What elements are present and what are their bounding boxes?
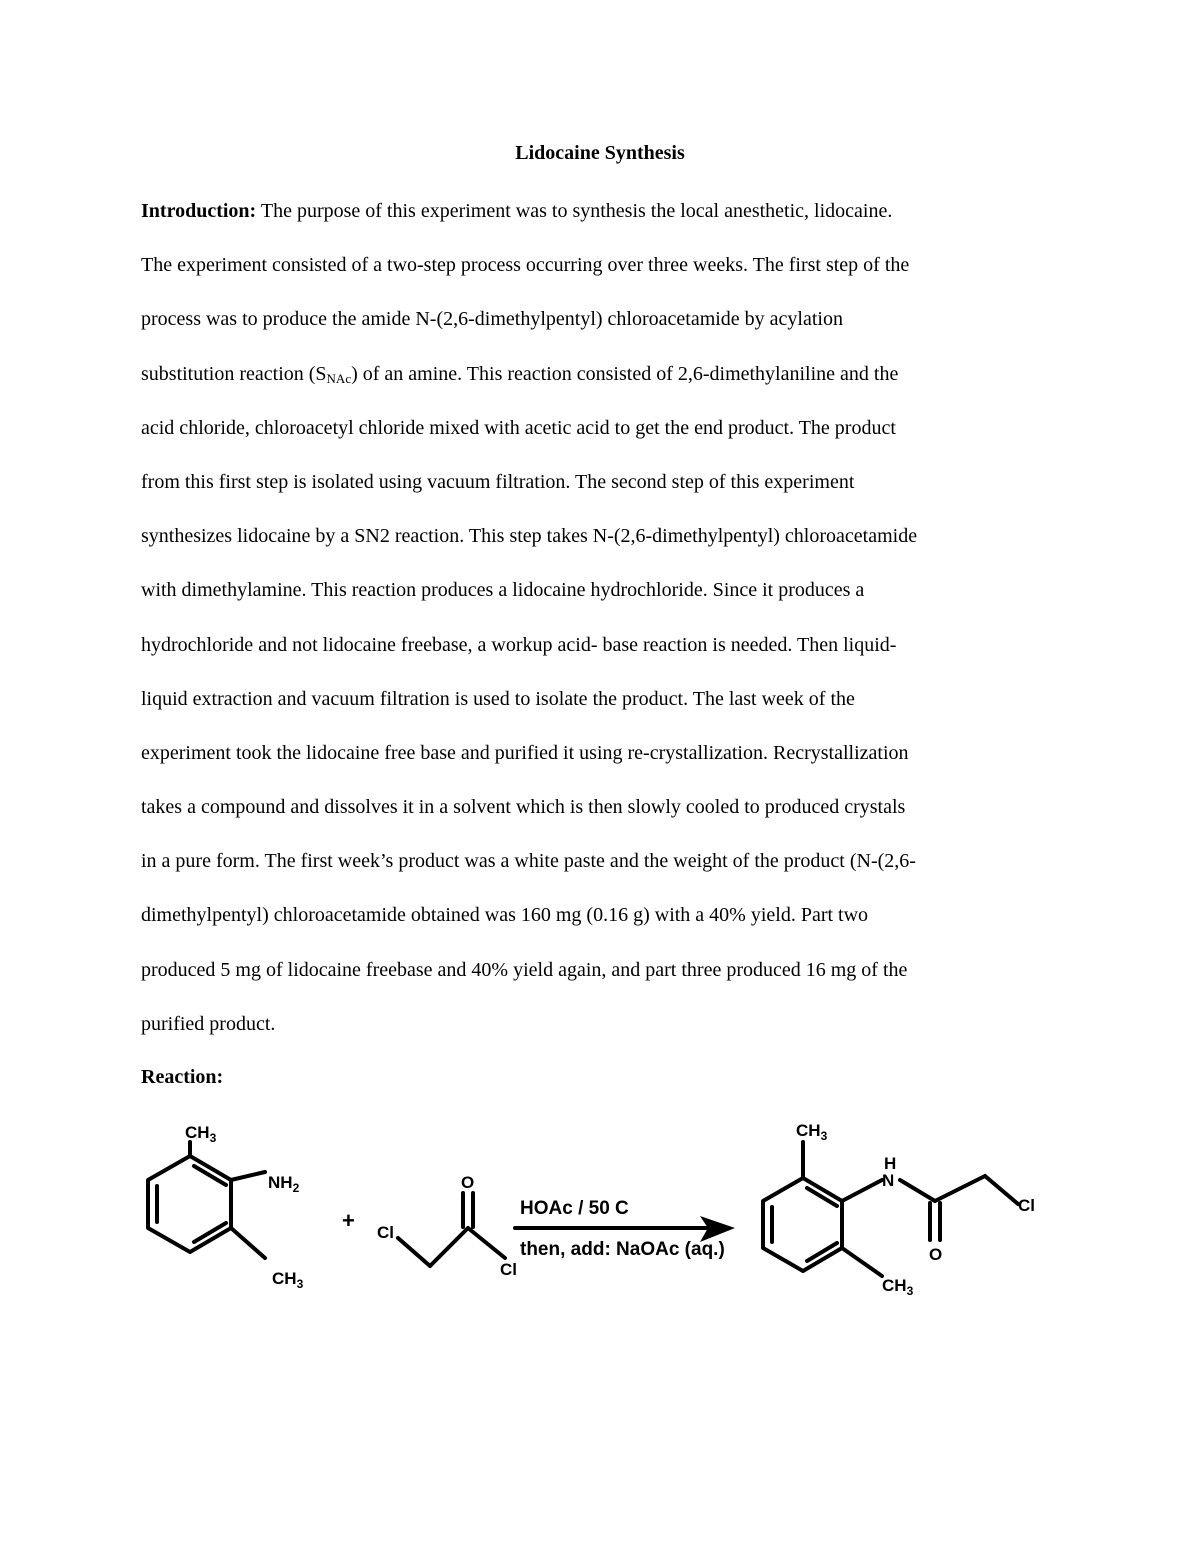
paragraph-line: produced 5 mg of lidocaine freebase and 40% yield again, and part three produced 16 mg of the bbox=[141, 958, 908, 981]
ch3-label: $CH_3$ bbox=[796, 1121, 828, 1143]
chlorine-label: Cl bbox=[1018, 1196, 1035, 1215]
line-text: substitution reaction (S bbox=[141, 362, 327, 385]
ch3-label: $CH_3$ bbox=[185, 1123, 217, 1145]
conditions-top: HOAc / 50 C bbox=[520, 1198, 629, 1219]
paragraph-line: in a pure form. The first week’s product was a white paste and the weight of the product (N-(2,6- bbox=[141, 850, 916, 873]
subscript-text: NAc bbox=[326, 370, 352, 386]
aniline-structure bbox=[148, 1142, 265, 1258]
plus-sign: + bbox=[342, 1208, 355, 1233]
paragraph-line: experiment took the lidocaine free base and purified it using re-crystallization. Recrystallization bbox=[141, 741, 909, 764]
conditions-bottom: then, add: NaOAc (aq.) bbox=[520, 1239, 725, 1260]
ch3-label: $CH_3$ bbox=[272, 1269, 304, 1291]
paragraph-line bbox=[141, 357, 1081, 411]
reaction-scheme bbox=[130, 1108, 1070, 1308]
paragraph-line: The experiment consisted of a two-step process occurring over three weeks. The first step of the bbox=[141, 254, 910, 277]
benzene-ring bbox=[763, 1178, 842, 1271]
paragraph-line: process was to produce the amide N-(2,6-dimethylpentyl) chloroacetamide by acylation bbox=[141, 308, 843, 331]
paragraph-line: purified product. bbox=[141, 1012, 276, 1035]
chlorine-label: Cl bbox=[377, 1223, 394, 1242]
paragraph-line: synthesizes lidocaine by a SN2 reaction. This step takes N-(2,6-dimethylpentyl) chloroacetamide bbox=[141, 525, 918, 548]
paragraph-line: dimethylpentyl) chloroacetamide obtained was 160 mg (0.16 g) with a 40% yield. Part two bbox=[141, 904, 869, 927]
hydrogen-label: H bbox=[884, 1154, 897, 1173]
line-text: ) of an amine. This reaction consisted of 2,6-dimethylaniline and the bbox=[351, 362, 899, 385]
chlorine-label: Cl bbox=[500, 1260, 517, 1279]
paragraph-line bbox=[141, 194, 1081, 248]
paragraph-line: liquid extraction and vacuum filtration is used to isolate the product. The last week of the bbox=[141, 687, 855, 710]
introduction-heading: Introduction: bbox=[141, 200, 257, 222]
oxygen-label: O bbox=[929, 1245, 943, 1264]
nh2-label: $NH_2$ bbox=[268, 1173, 300, 1195]
paragraph-line: takes a compound and dissolves it in a solvent which is then slowly cooled to produced crystals bbox=[141, 796, 906, 819]
ch3-label: $CH_3$ bbox=[882, 1276, 914, 1298]
line-text: The purpose of this experiment was to synthesis the local anesthetic, lidocaine. bbox=[256, 200, 893, 222]
nitrogen-label: N bbox=[882, 1171, 895, 1190]
chloroacetyl-chloride-structure bbox=[398, 1193, 505, 1266]
paragraph-line: with dimethylamine. This reaction produces a lidocaine hydrochloride. Since it produces a bbox=[141, 579, 865, 602]
paragraph-line: hydrochloride and not lidocaine freebase, a workup acid- base reaction is needed. Then liquid- bbox=[141, 633, 897, 656]
introduction-paragraph bbox=[141, 194, 1081, 1061]
oxygen-label: O bbox=[461, 1173, 475, 1192]
paragraph-line: from this first step is isolated using vacuum filtration. The second step of this experiment bbox=[141, 470, 855, 493]
reaction-heading: Reaction: bbox=[141, 1066, 224, 1088]
paragraph-line: acid chloride, chloroacetyl chloride mixed with acetic acid to get the end product. The product bbox=[141, 416, 896, 439]
page-title: Lidocaine Synthesis bbox=[515, 142, 685, 164]
benzene-ring bbox=[148, 1156, 231, 1252]
